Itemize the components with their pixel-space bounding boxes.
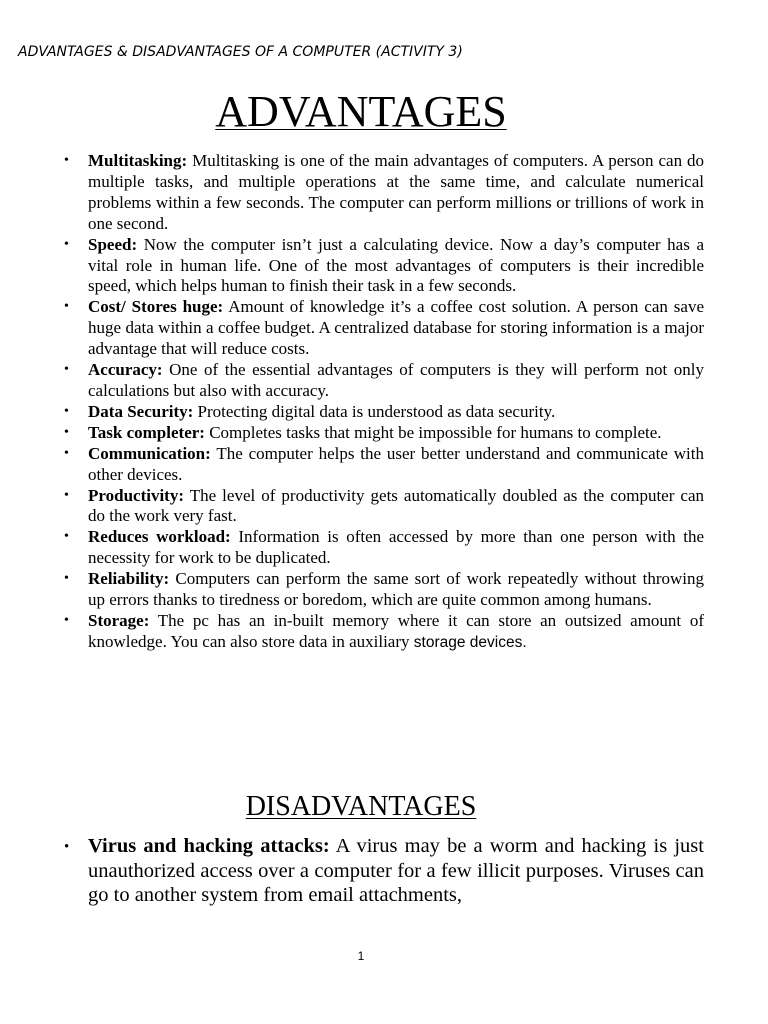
item-term: Speed:	[88, 234, 138, 254]
item-term: Virus and hacking attacks:	[88, 835, 330, 857]
list-item	[88, 486, 704, 528]
item-term: Reliability:	[88, 569, 170, 589]
item-text: Computers can perform the same sort of work repeatedly without throwing up errors thanks to tiredness or boredom, which are quite common among humans.	[88, 569, 705, 610]
item-text: Completes tasks that might be impossible for humans to complete.	[209, 422, 662, 442]
item-text: One of the essential advantages of computers is they will perform not only calculations but also with accuracy.	[88, 360, 705, 400]
item-text: Information is often accessed by more than one person with the necessity for work to be duplicated.	[88, 527, 705, 568]
advantages-list	[88, 151, 704, 654]
list-item	[88, 527, 704, 569]
advantages-heading	[0, 86, 722, 138]
item-text: Protecting digital data is understood as data security.	[197, 401, 556, 421]
item-term: Multitasking:	[88, 151, 188, 170]
item-term: Accuracy:	[88, 360, 163, 380]
list-item	[88, 297, 704, 360]
item-term: Data Security:	[88, 401, 194, 421]
item-text-tail: storage devices.	[413, 633, 527, 651]
list-item	[88, 423, 704, 444]
item-term: Productivity:	[88, 485, 185, 505]
item-text: The computer helps the user better understand and communicate with other devices.	[88, 443, 704, 484]
item-text: A virus may be a worm and hacking is just unauthorized access over a computer for a few illicit purposes. Viruses can go to another system from email attachments,	[88, 835, 704, 906]
disadvantages-heading-text: DISADVANTAGES	[245, 791, 477, 822]
item-term: Task completer:	[88, 422, 205, 442]
item-term: Communication:	[88, 443, 211, 463]
list-item	[88, 235, 704, 298]
advantages-heading-text: ADVANTAGES	[215, 87, 507, 136]
list-item	[88, 360, 704, 402]
item-text: The pc has an in-built memory where it can store an outsized amount of knowledge. You can also store data in auxiliary	[88, 610, 704, 651]
item-text: Amount of knowledge it’s a coffee cost solution. A person can save huge data within a coffee budget. A centralized database for storing information is a major advantage that will reduce costs.	[88, 297, 704, 359]
item-text: Now the computer isn’t just a calculating device. Now a day’s computer has a vital role in human life. One of the most advantages of computers is their incredible speed, which helps human to finish their task in a few seconds.	[88, 234, 704, 296]
item-term: Reduces workload:	[88, 527, 231, 547]
list-item	[88, 569, 704, 611]
list-item	[88, 611, 704, 654]
page-number: 1	[357, 949, 365, 963]
item-term: Storage:	[88, 610, 150, 630]
list-item	[88, 402, 704, 423]
document-header: ADVANTAGES & DISADVANTAGES OF A COMPUTER (ACTIVITY 3)	[18, 44, 463, 60]
list-item	[88, 834, 704, 908]
disadvantages-section	[0, 826, 768, 910]
item-term: Cost/ Stores huge:	[88, 297, 224, 317]
item-text: Multitasking is one of the main advantages of computers. A person can do multiple tasks, and multiple operations at the same time, and calculate numerical problems within a few seconds. The computer can perform millions or trillions of work in one second.	[88, 151, 705, 233]
disadvantages-list	[88, 834, 704, 908]
item-text: The level of productivity gets automatically doubled as the computer can do the work very fast.	[88, 485, 704, 526]
disadvantages-heading	[0, 790, 722, 824]
list-item	[88, 151, 704, 235]
list-item	[88, 444, 704, 486]
